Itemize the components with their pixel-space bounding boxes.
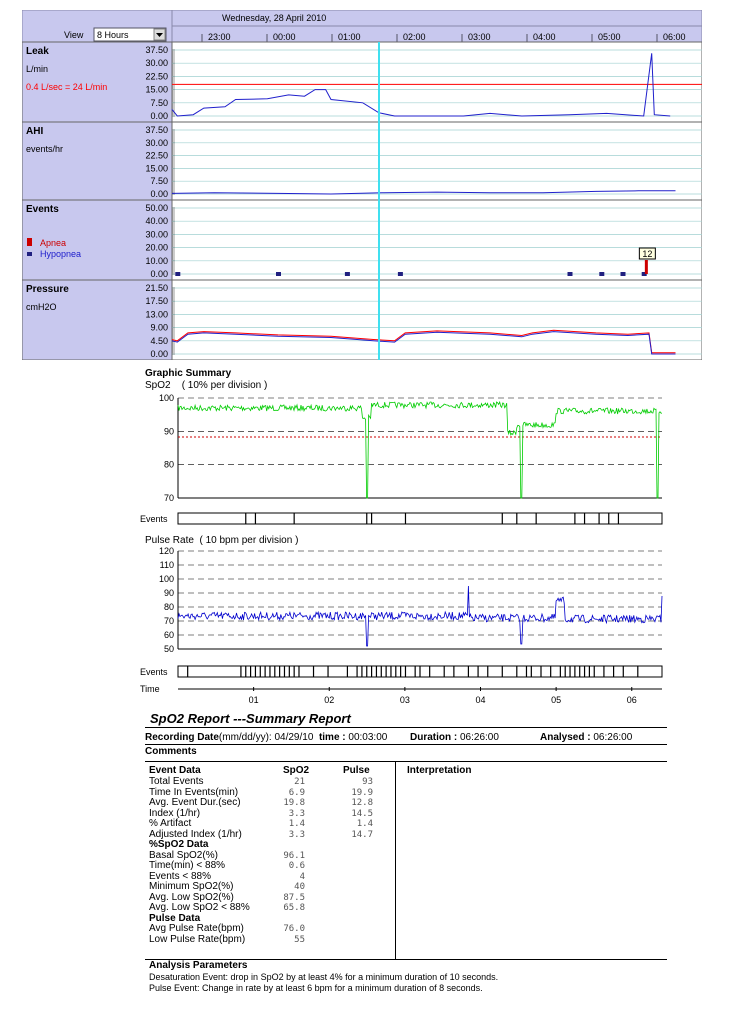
pulse-y-tick: 90: [163, 588, 174, 598]
pulse-y-tick: 60: [163, 630, 174, 640]
pulse-y-tick: 50: [163, 644, 174, 654]
hour-tick-06: 06: [626, 695, 637, 705]
panel-plot-area: [172, 122, 702, 200]
hypopnea-marker: [276, 272, 281, 276]
analysis-param-1: Desaturation Event: drop in SpO2 by at least 4% for a minimum duration of 10 seconds.: [149, 972, 499, 982]
report-row-spo2: 4: [299, 871, 305, 882]
report-row-spo2: 65.8: [283, 903, 305, 913]
event-data-heading: Event Data: [149, 765, 201, 776]
report-row-label: Minimum SpO2(%): [149, 881, 234, 892]
hypopnea-marker: [175, 272, 180, 276]
y-tick: 20.00: [145, 242, 168, 253]
recording-date-label: Recording Date: [145, 732, 219, 743]
duration-value: 06:26:00: [460, 732, 499, 743]
pulse-y-tick: 120: [158, 546, 174, 556]
y-tick: 37.50: [145, 125, 168, 135]
hour-tick-01: 01: [248, 695, 259, 705]
y-tick: 15.00: [145, 84, 168, 95]
pulse-y-tick: 70: [163, 616, 174, 626]
panel-plot-area: [172, 42, 702, 122]
spo2-y-tick: 80: [163, 459, 174, 470]
report-row-label: Pulse Data: [149, 912, 201, 924]
report-row-label: Events < 88%: [149, 870, 211, 882]
time-tick-0: 23:00: [208, 32, 231, 42]
report-row-label: Avg. Low SpO2(%): [149, 891, 234, 903]
legend-apnea: Apnea: [40, 238, 67, 248]
hour-tick-05: 05: [551, 695, 562, 705]
pulse-chart: [140, 546, 670, 706]
pulse-y-tick: 110: [159, 560, 174, 570]
y-tick: 22.50: [145, 150, 168, 161]
hour-tick-03: 03: [399, 695, 410, 705]
cpap-panels: [22, 42, 702, 360]
time-tick-1: 00:00: [273, 32, 296, 42]
graphic-summary-title: Graphic Summary: [145, 368, 232, 379]
report-row-spo2: 40: [294, 882, 305, 892]
y-tick: 0.00: [150, 349, 168, 359]
time-tick-4: 03:00: [468, 32, 491, 42]
comments-heading: Comments: [145, 746, 197, 757]
report-row-label: Time In Events(min): [149, 786, 239, 798]
cpap-chart-svg: [22, 10, 702, 360]
time-label: time :: [318, 732, 346, 743]
spo2-y-tick: 100: [158, 393, 174, 403]
report-row-pulse: 19.9: [351, 787, 373, 798]
spo2-y-tick: 90: [163, 426, 174, 437]
spo2-chart: [140, 393, 670, 533]
y-tick: 7.50: [150, 176, 168, 187]
hypopnea-marker: [599, 272, 604, 276]
report-row-spo2: 76.0: [283, 924, 305, 934]
analysis-params-heading: Analysis Parameters: [149, 960, 248, 971]
pulse-y-tick: 100: [158, 574, 174, 584]
y-tick: 0.00: [150, 189, 168, 199]
report-rule-2: [145, 744, 667, 745]
pulse-events-label: Events: [140, 667, 168, 677]
y-tick: 0.00: [150, 111, 168, 121]
panel-pressure: [22, 280, 702, 360]
panel-unit: events/hr: [26, 144, 64, 154]
hypopnea-marker: [398, 272, 403, 276]
interp-divider: [395, 761, 396, 959]
report-row-spo2: 1.4: [288, 819, 305, 829]
y-tick: 10.00: [145, 255, 168, 266]
report-row-spo2: 0.6: [288, 861, 305, 871]
report-row-spo2: 3.3: [288, 829, 305, 840]
panel-title: Events: [26, 204, 59, 215]
hypopnea-icon: [27, 252, 32, 256]
legend-hypopnea: Hypopnea: [40, 249, 82, 259]
recording-date-row: [145, 732, 387, 743]
col-spo2-heading: SpO2: [283, 765, 310, 776]
y-tick: 30.00: [145, 229, 168, 240]
y-tick: 37.50: [145, 45, 168, 55]
report-top-rule: [145, 727, 667, 728]
analysed-row: [540, 732, 632, 743]
analysis-param-2: Pulse Event: Change in rate by at least 6 bpm for a minimum duration of 8 seconds.: [149, 983, 483, 993]
y-tick: 17.50: [145, 296, 168, 307]
report-row-label: Index (1/hr): [149, 807, 201, 819]
spo2-label: SpO2: [145, 380, 171, 391]
time-tick-7: 06:00: [663, 32, 686, 42]
y-tick: 50.00: [145, 203, 168, 213]
view-select-value: 8 Hours: [97, 30, 129, 40]
y-tick: 0.00: [150, 269, 168, 279]
hypopnea-marker: [621, 272, 626, 276]
y-tick: 30.00: [145, 58, 168, 69]
spo2-y-tick: 70: [163, 493, 174, 503]
panel-title: AHI: [26, 126, 44, 137]
pulse-label: Pulse Rate: [145, 535, 194, 546]
apnea-icon: [27, 238, 32, 246]
panel-plot-area: [172, 280, 702, 360]
y-tick: 15.00: [145, 163, 168, 174]
y-tick: 7.50: [150, 97, 168, 108]
panel-ahi: [22, 122, 702, 200]
y-tick: 22.50: [145, 71, 168, 82]
pulse-division: ( 10 bpm per division ): [199, 535, 299, 546]
report-rule-3: [145, 761, 667, 762]
spo2-trace: [178, 402, 662, 498]
panel-title: Pressure: [26, 284, 69, 295]
panel-title: Leak: [26, 46, 49, 57]
report-row-spo2: 19.8: [283, 798, 305, 808]
report-row-label: Low Pulse Rate(bpm): [149, 933, 246, 945]
pulse-trace: [178, 586, 662, 646]
panel-unit: cmH2O: [26, 302, 57, 312]
hour-tick-04: 04: [475, 695, 486, 705]
panel-note: 0.4 L/sec = 24 L/min: [26, 82, 108, 92]
spo2-events-bar: [178, 513, 662, 524]
report-row-spo2: 6.9: [288, 787, 305, 798]
report-row-spo2: 3.3: [288, 808, 305, 819]
event-callout-text: 12: [642, 249, 653, 259]
report-row-pulse: 14.5: [351, 808, 373, 819]
hour-tick-02: 02: [324, 695, 335, 705]
time-tick-3: 02:00: [403, 32, 426, 42]
report-row-pulse: 1.4: [356, 819, 373, 829]
y-tick: 13.00: [145, 309, 168, 320]
report-row-label: Total Events: [149, 776, 204, 787]
report-row-spo2: 96.1: [283, 850, 305, 861]
report-row-pulse: 14.7: [351, 829, 373, 840]
report-row-label: Avg. Event Dur.(sec): [149, 797, 241, 808]
report-row-spo2: 21: [294, 777, 305, 787]
cpap-chart-panel: [22, 10, 702, 360]
time-tick-5: 04:00: [533, 32, 556, 42]
panel-unit: L/min: [26, 64, 49, 74]
report-row-pulse: 12.8: [351, 798, 373, 808]
panel-leak: [22, 42, 702, 122]
analysed-value: 06:26:00: [593, 732, 633, 743]
cpap-date: Wednesday, 28 April 2010: [222, 13, 327, 23]
y-tick: 30.00: [145, 137, 168, 148]
time-tick-2: 01:00: [338, 32, 361, 42]
report-row-label: % Artifact: [149, 818, 192, 829]
y-tick: 9.00: [150, 322, 168, 333]
report-row-label: Adjusted Index (1/hr): [149, 828, 242, 840]
panel-events: [22, 200, 702, 280]
hypopnea-marker: [345, 272, 350, 276]
pulse-subtitle: [145, 535, 298, 546]
hypopnea-marker: [568, 272, 573, 276]
y-tick: 4.50: [150, 335, 168, 346]
pulse-y-tick: 80: [163, 602, 174, 612]
analysed-label: Analysed :: [540, 732, 591, 743]
report-row-label: Time(min) < 88%: [149, 860, 226, 871]
interpretation-heading: Interpretation: [407, 765, 472, 776]
view-label: View: [64, 30, 84, 40]
report-row-label: %SpO2 Data: [149, 839, 209, 850]
report-row-label: Avg. Low SpO2 < 88%: [149, 902, 250, 913]
spo2-subtitle: [145, 380, 267, 391]
recording-date-value: (mm/dd/yy): 04/29/10: [218, 732, 314, 743]
duration-row: [410, 732, 499, 743]
report-row-spo2: 87.5: [283, 892, 305, 903]
time-axis-label: Time: [140, 684, 160, 694]
report-row-pulse: 93: [362, 777, 373, 787]
time-tick-6: 05:00: [598, 32, 621, 42]
report-row-label: Basal SpO2(%): [149, 849, 218, 861]
view-select[interactable]: [94, 28, 166, 41]
report-row-spo2: 55: [294, 934, 305, 945]
col-pulse-heading: Pulse: [343, 765, 370, 776]
panel-plot-area: [172, 200, 702, 280]
report-row-label: Avg Pulse Rate(bpm): [149, 923, 244, 934]
duration-label: Duration :: [410, 732, 458, 743]
report-title: SpO2 Report ---Summary Report: [150, 711, 351, 726]
y-tick: 40.00: [145, 216, 168, 227]
spo2-division: ( 10% per division ): [181, 380, 268, 391]
spo2-events-label: Events: [140, 514, 168, 524]
y-tick: 21.50: [145, 283, 168, 293]
time-value: 00:03:00: [348, 732, 388, 743]
